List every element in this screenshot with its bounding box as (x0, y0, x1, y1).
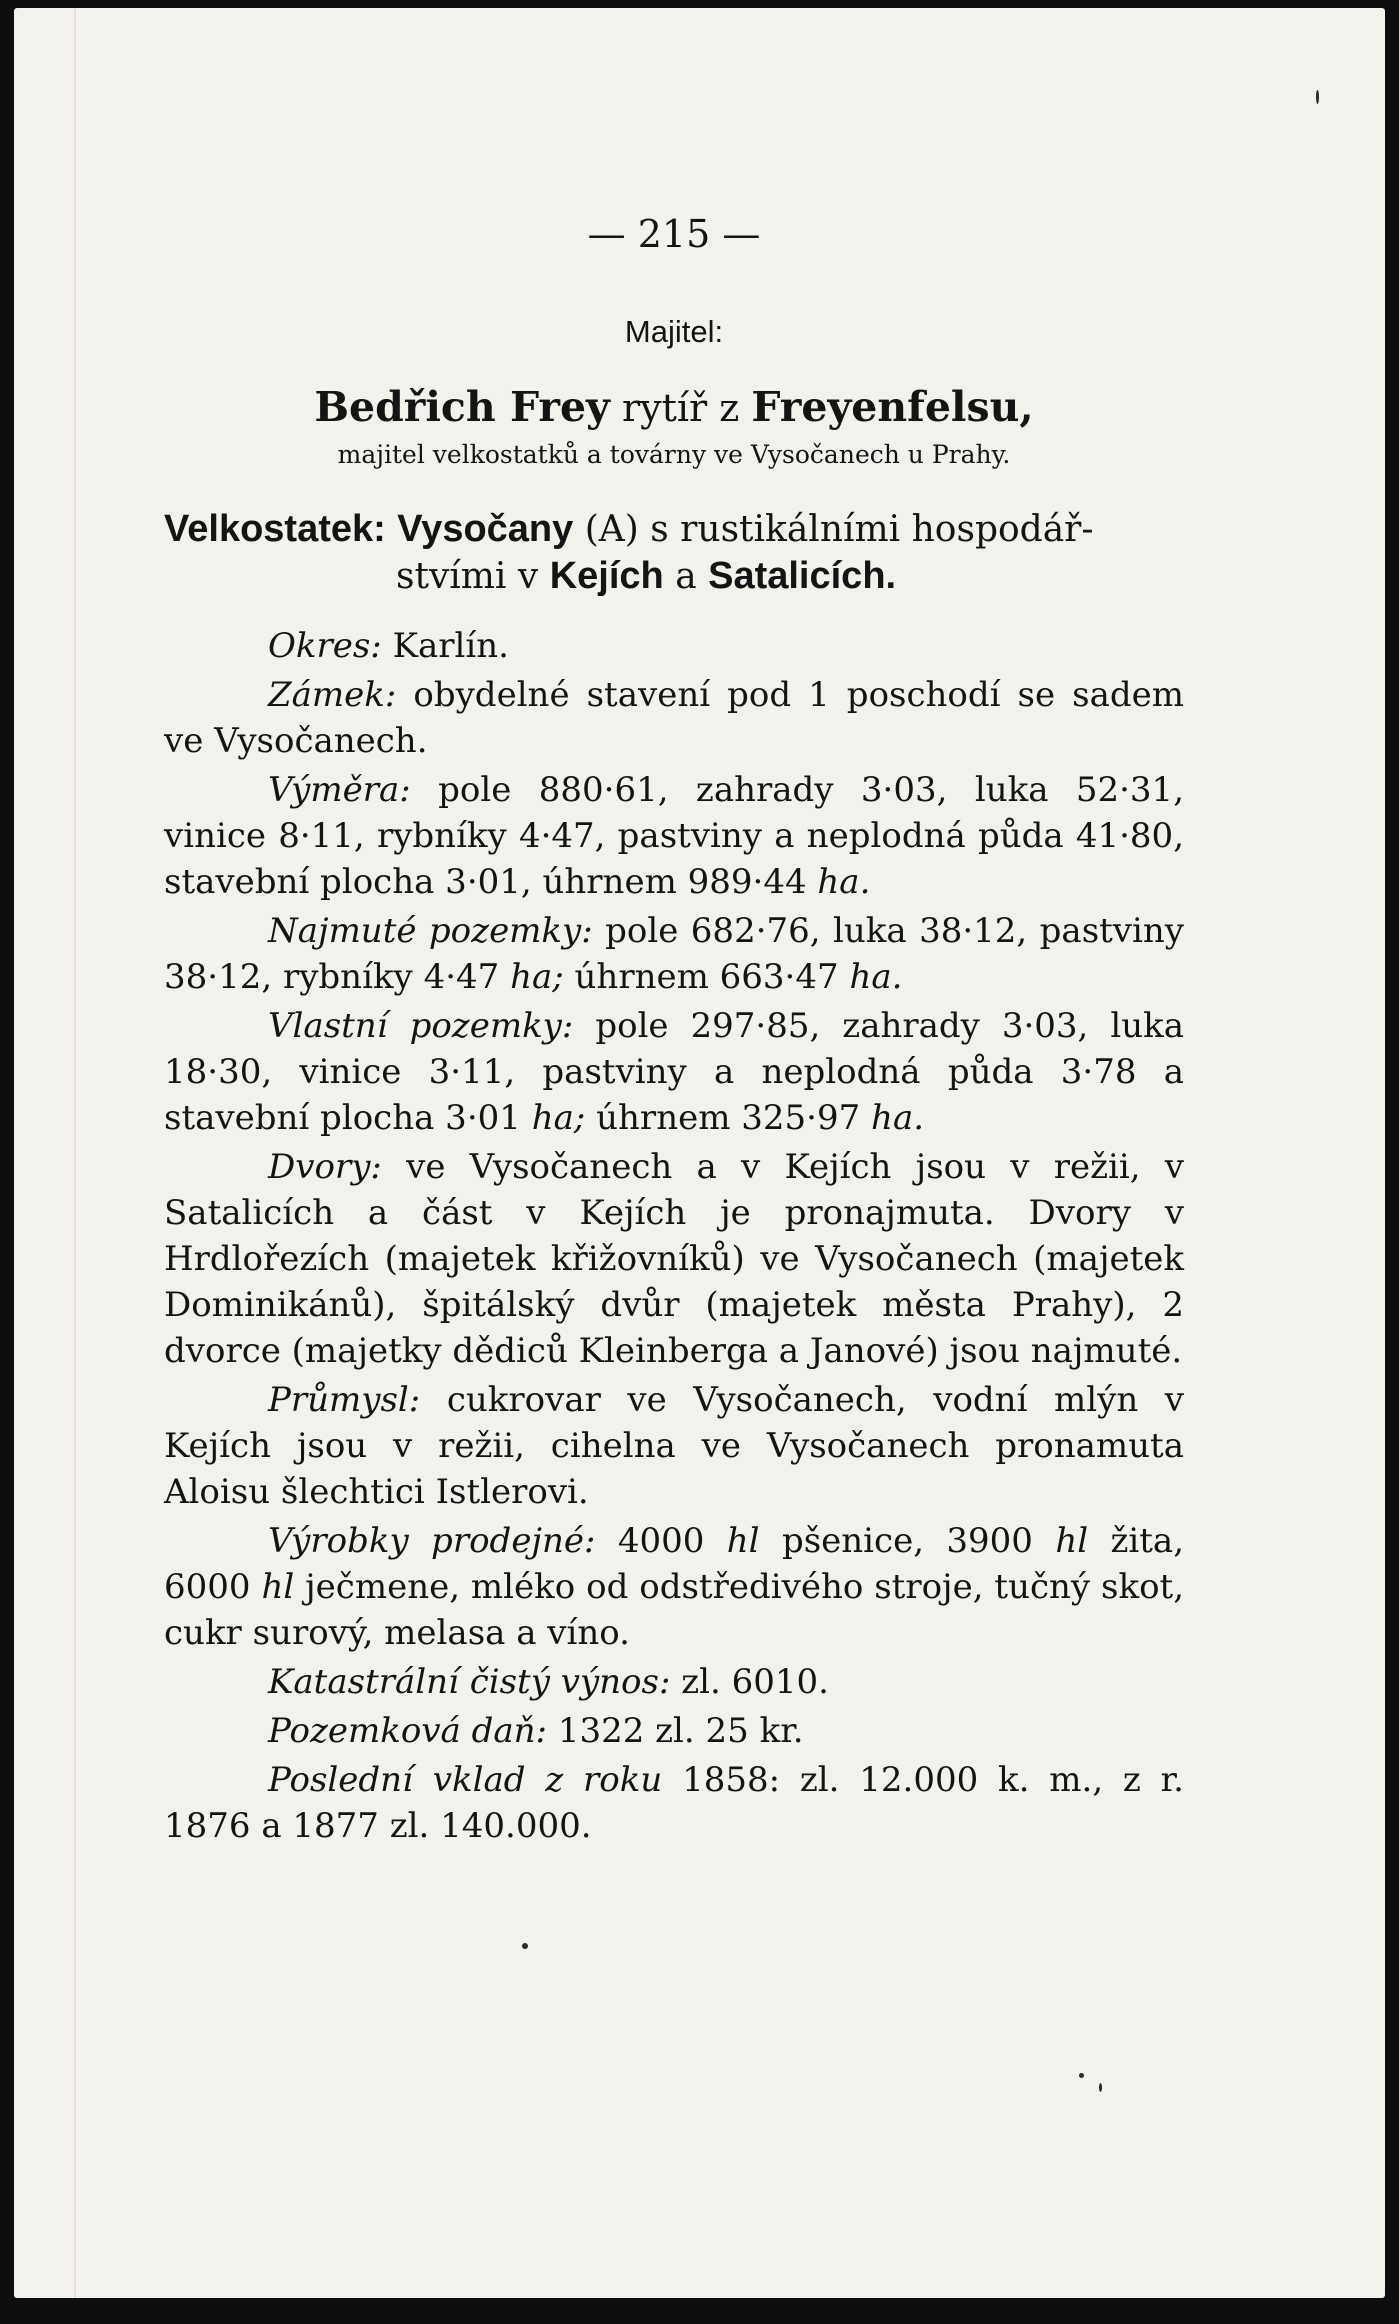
okres-text: Karlín. (392, 626, 509, 666)
section-vlastni (164, 1003, 1184, 1141)
vymera-label: Výměra: (268, 770, 411, 810)
page (14, 8, 1385, 2298)
najmute-text-2: úhrnem 663·47 (574, 957, 839, 997)
vlastni-unit-2: ha. (871, 1098, 925, 1138)
section-zamek (164, 672, 1184, 764)
dvory-label: Dvory: (268, 1147, 382, 1187)
vyrobky-label: Výrobky prodejné: (268, 1521, 596, 1561)
najmute-text-1: pole 682·76, luka 38·12, pastviny 38·12, rybníky 4·47 (164, 911, 1184, 997)
dan-text: 1322 zl. 25 kr. (557, 1711, 804, 1751)
dust-speck (522, 1943, 528, 1949)
dust-speck (1079, 2073, 1084, 2078)
dan-label: Pozemková daň: (268, 1711, 547, 1751)
estate-name: Vysočany (397, 508, 574, 550)
owner-name (164, 383, 1184, 431)
katastr-text: zl. 6010. (681, 1662, 829, 1702)
okres-label: Okres: (268, 626, 382, 666)
vyrobky-text-3: žita, 6000 (164, 1521, 1185, 1607)
zamek-label: Zámek: (268, 675, 397, 715)
vlastni-label: Vlastní pozemky: (268, 1006, 574, 1046)
najmute-unit-2: ha. (849, 957, 903, 997)
page-crease (74, 8, 76, 2298)
dust-speck (1316, 90, 1319, 104)
estate-place-2: Satalicích. (708, 555, 897, 597)
section-katastr (164, 1659, 1184, 1705)
vlastni-text-1: pole 297·85, zahrady 3·03, luka 18·30, vinice 3·11, pastviny a neplodná půda 3·78 a stavební plocha 3·01 (164, 1006, 1184, 1138)
najmute-label: Najmuté pozemky: (268, 911, 593, 951)
vymera-text: pole 880·61, zahrady 3·03, luka 52·31, vinice 8·11, rybníky 4·47, pastviny a neplodná půda 41·80, stavební plocha 3·01, úhrnem 989·44 (164, 770, 1185, 902)
zamek-text: obydelné stavení pod 1 poschodí se sadem ve Vysočanech. (164, 675, 1184, 761)
section-vymera (164, 767, 1184, 905)
estate-text-2b: a (675, 556, 697, 597)
estate-place-1: Kejích (549, 555, 664, 597)
dust-speck (1099, 2083, 1102, 2092)
owner-heading-label: Majitel: (624, 314, 724, 349)
vyrobky-text-1: 4000 (617, 1521, 705, 1561)
vlastni-unit-1: ha; (531, 1098, 586, 1138)
estate-line-2 (164, 553, 1184, 600)
owner-title: rytíř z (621, 386, 740, 430)
section-vyrobky (164, 1518, 1184, 1656)
vyrobky-text-4: ječmene, mléko od odstředivého stroje, tučný skot, cukr surový, melasa a víno. (164, 1567, 1185, 1653)
vklad-label: Poslední vklad z roku (268, 1760, 663, 1800)
estate-text-2a: stvími v (396, 556, 539, 597)
vlastni-text-2: úhrnem 325·97 (596, 1098, 861, 1138)
vymera-unit: ha. (817, 862, 871, 902)
owner-first-name: Bedřich Frey (314, 383, 610, 431)
estate-heading (164, 506, 1184, 600)
estate-details (164, 623, 1184, 1852)
section-okres (164, 623, 1184, 669)
section-najmute (164, 908, 1184, 1000)
vklad-text: 1858: zl. 12.000 k. m., z r. 1876 a 1877 zl. 140.000. (164, 1760, 1184, 1846)
page-number: — 215 — (587, 212, 761, 256)
vyrobky-unit-2: hl (1055, 1521, 1089, 1561)
vyrobky-unit-1: hl (726, 1521, 760, 1561)
katastr-label: Katastrální čistý výnos: (268, 1662, 671, 1702)
section-prumysl (164, 1377, 1184, 1515)
section-vklad (164, 1757, 1184, 1849)
estate-text-1: (A) s rustikálními hospodář- (584, 509, 1094, 550)
prumysl-label: Průmysl: (268, 1380, 421, 1420)
owner-description: majitel velkostatků a továrny ve Vysočanech u Prahy. (337, 440, 1011, 469)
section-dan (164, 1708, 1184, 1754)
owner-family-name: Freyenfelsu, (751, 383, 1034, 431)
dvory-text: ve Vysočanech a v Kejích jsou v režii, v Satalicích a část v Kejích je pronajmuta. Dvory v Hrdlořezích (majetek křižovníků) ve Vysočanech (majetek Dominikánů), špitálský dvůr (majetek města Prahy), 2 dvorce (majetky dědiců Kleinberga a Janové) jsou najmuté. (164, 1147, 1185, 1371)
vyrobky-text-2: pšenice, 3900 (781, 1521, 1033, 1561)
prumysl-text: cukrovar ve Vysočanech, vodní mlýn v Kejích jsou v režii, cihelna ve Vysočanech pronamuta Aloisu šlechtici Istlerovi. (164, 1380, 1185, 1512)
vyrobky-unit-3: hl (261, 1567, 295, 1607)
estate-label: Velkostatek: (164, 508, 386, 550)
section-dvory (164, 1144, 1184, 1374)
najmute-unit-1: ha; (510, 957, 564, 997)
